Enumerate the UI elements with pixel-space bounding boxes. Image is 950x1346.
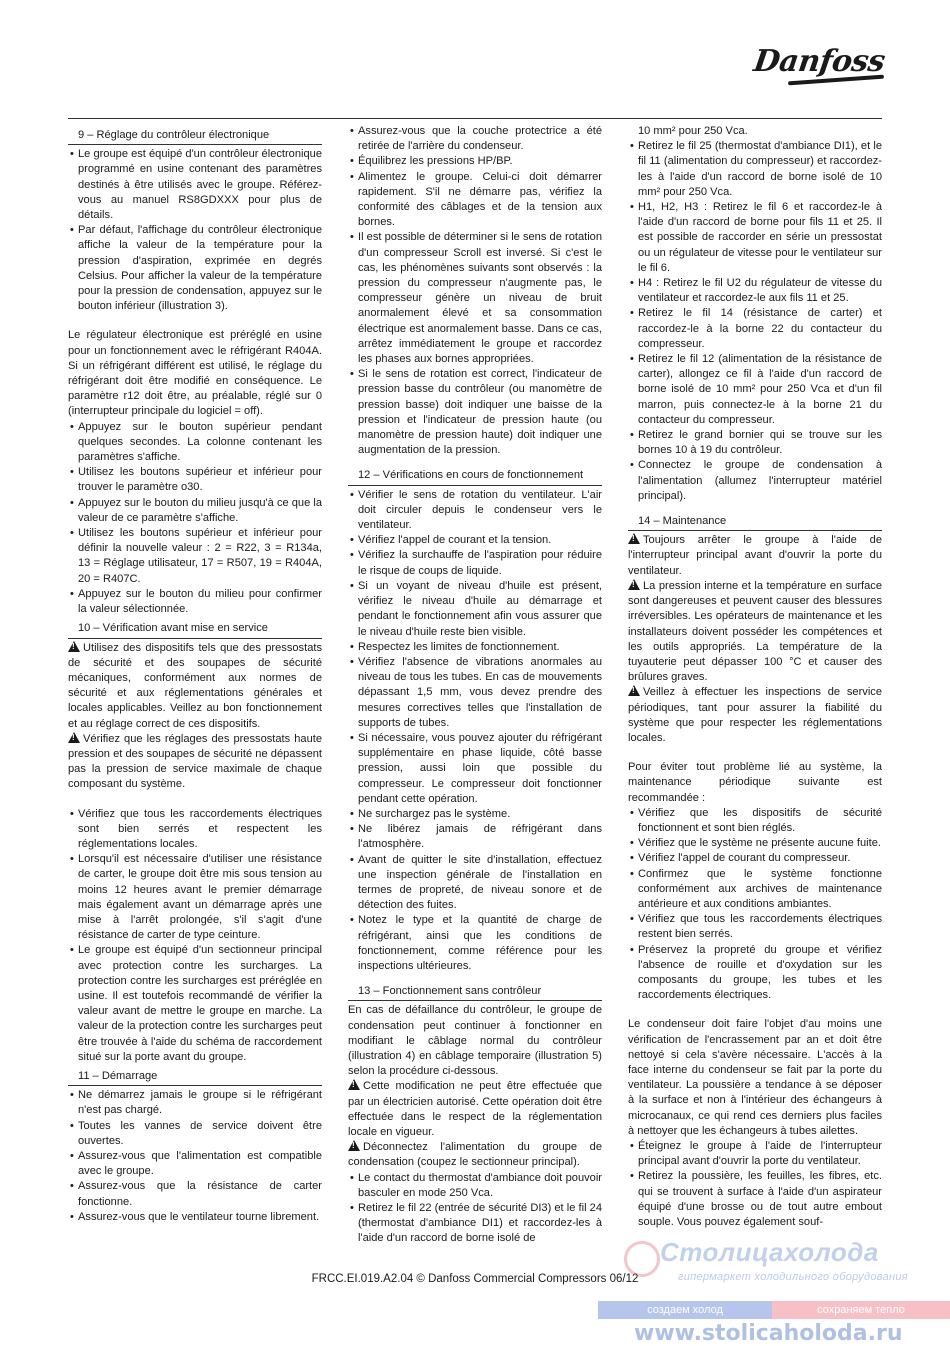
- watermark: [598, 1235, 950, 1344]
- list-item: • H1, H2, H3 : Retirez le fil 6 et raccordez-le à l'aide d'un raccord de borne pour fils 11 et 25. Il est possible de raccorder en série un pressostat ou un régulateur de vitesse pour le ventilateur sur le fil 6.: [628, 200, 882, 276]
- section-14-list-2: [628, 1139, 882, 1230]
- list-item: • Assurez-vous que le ventilateur tourne librement.: [68, 1210, 322, 1225]
- list-item: • Équilibrez les pressions HP/BP.: [348, 154, 602, 169]
- list-item: • Alimentez le groupe. Celui-ci doit démarrer rapidement. S'il ne démarre pas, vérifiez la conformité des câblages et de la tension aux bornes.: [348, 170, 602, 231]
- watermark-logo-icon: [624, 1241, 660, 1277]
- watermark-url: www.stolicaholoda.ru: [634, 1321, 903, 1346]
- list-item: • Préservez la propreté du groupe et vérifiez l'absence de rouille et d'oxydation sur les composants du groupe, les tubes et les raccordements électriques.: [628, 943, 882, 1004]
- page-footer: FRCC.EI.019.A2.04 © Danfoss Commercial Compressors 06/12: [311, 1273, 639, 1285]
- warning-paragraph: [68, 641, 322, 732]
- warning-icon: [628, 685, 640, 696]
- list-item: • Retirez le grand bornier qui se trouve sur les bornes 10 à 19 du contrôleur.: [628, 428, 882, 458]
- list-item: • Éteignez le groupe à l'aide de l'interrupteur principal avant d'ouvrir la porte du ventilateur.: [628, 1139, 882, 1169]
- list-item: • Ne libérez jamais de réfrigérant dans l'atmosphère.: [348, 822, 602, 852]
- watermark-title: Столицахолода: [660, 1237, 879, 1267]
- list-item: • Le contact du thermostat d'ambiance doit pouvoir basculer en mode 250 Vca.: [348, 1171, 602, 1201]
- section-13-title: 13 – Fonctionnement sans contrôleur: [348, 980, 602, 1001]
- watermark-band-left: создаем холод: [598, 1301, 772, 1319]
- warning-icon: [628, 533, 640, 544]
- list-item: • Connectez le groupe de condensation à l'alimentation (allumez l'interrupteur matériel principal).: [628, 458, 882, 504]
- watermark-band-right: сохраняем тепло: [772, 1301, 950, 1319]
- warning-paragraph: [628, 685, 882, 746]
- section-12-title: 12 – Vérifications en cours de fonctionnement: [348, 464, 602, 485]
- list-item: • Si nécessaire, vous pouvez ajouter du réfrigérant supplémentaire en phase liquide, côté basse pression, aussi loin que possible du compresseur. Le compresseur doit fonctionner pendant cette opération.: [348, 731, 602, 807]
- list-item: • Retirez le fil 12 (alimentation de la résistance de carter), allongez ce fil à l'aide d'un raccord de borne isolé de 10 mm² pour 250 Vca et d'un fil marron, puis connectez-le à la borne 21 du contacteur du compresseur.: [628, 352, 882, 428]
- list-item: • Utilisez les boutons supérieur et inférieur pour trouver le paramètre o30.: [68, 465, 322, 495]
- warning-paragraph: [348, 1140, 602, 1170]
- list-item: • Retirez le fil 14 (résistance de carter) et raccordez-le à la borne 22 du contacteur du compresseur.: [628, 306, 882, 352]
- list-item: • Assurez-vous que la résistance de carter fonctionne.: [68, 1179, 322, 1209]
- warning-paragraph: [348, 1079, 602, 1140]
- list-item: • Si le sens de rotation est correct, l'indicateur de pression basse du contrôleur (ou manomètre de pression basse) doit indiquer une baisse de la pression et l'indicateur de pression haute (ou manomètre de pression haute) doit indiquer une augmentation de la pression.: [348, 367, 602, 458]
- list-item: • Ne surchargez pas le système.: [348, 807, 602, 822]
- list-item: • Le groupe est équipé d'un contrôleur électronique programmé en usine contenant des paramètres destinés à être utilisés avec le groupe. Référez-vous au manuel RS8GDXXX pour plus de détails.: [68, 147, 322, 223]
- warning-icon: [68, 732, 80, 743]
- warning-icon: [68, 641, 80, 652]
- section-13-paragraph: En cas de défaillance du contrôleur, le groupe de condensation peut continuer à fonctionner en modifiant le câblage normal du contrôleur (illustration 4) en câblage temporaire (illustration 5) selon la procédure ci-dessous.: [348, 1004, 602, 1078]
- list-item: • Assurez-vous que l'alimentation est compatible avec le groupe.: [68, 1149, 322, 1179]
- column-1: [68, 124, 322, 1225]
- warning-paragraph: [628, 533, 882, 579]
- column-3: [628, 124, 882, 1230]
- section-10-title: 10 – Vérification avant mise en service: [68, 617, 322, 638]
- list-item: • Lorsqu'il est nécessaire d'utiliser une résistance de carter, le groupe doit être mis sous tension au moins 12 heures avant le premier démarrage mais également avant un démarrage après une mise à l'arrêt prolongée, s'il s'agit d'une résistance de carter de type ceinture.: [68, 852, 322, 943]
- section-11-list-cont: [348, 124, 602, 458]
- header-rule: [68, 118, 882, 119]
- list-item: • Retirez le fil 22 (entrée de sécurité DI3) et le fil 24 (thermostat d'ambiance DI1) et raccordez-les à l'aide d'un raccord de borne isolé de: [348, 1201, 602, 1247]
- warning-text: Veillez à effectuer les inspections de service périodiques, tant pour assurer la fiabilité du système que pour respecter les réglementations locales.: [628, 686, 882, 744]
- list-item: • Retirez le fil 25 (thermostat d'ambiance DI1), et le fil 11 (alimentation du compresseur) et raccordez-les à l'aide d'un raccord de borne isolé de 10 mm² pour 250 Vca.: [628, 139, 882, 200]
- warning-icon: [348, 1140, 360, 1151]
- warning-icon: [348, 1079, 360, 1090]
- list-item: • Vérifiez que le système ne présente aucune fuite.: [628, 836, 882, 851]
- section-9-title: 9 – Réglage du contrôleur électronique: [68, 124, 322, 145]
- list-item: • Assurez-vous que la couche protectrice a été retirée de l'arrière du condenseur.: [348, 124, 602, 154]
- section-13-list-cont: [628, 139, 882, 504]
- list-item: • Avant de quitter le site d'installation, effectuez une inspection générale de l'installation en termes de propreté, de niveau sonore et de détection des fuites.: [348, 853, 602, 914]
- list-item: • Confirmez que le système fonctionne conformément aux archives de maintenance antérieure et aux conditions ambiantes.: [628, 867, 882, 913]
- section-14-title: 14 – Maintenance: [628, 510, 882, 531]
- warning-text: Cette modification ne peut être effectuée que par un électricien autorisé. Cette opération doit être effectuée dans le respect de la réglementation locale en vigueur.: [348, 1080, 602, 1138]
- list-item: • Par défaut, l'affichage du contrôleur électronique affiche la valeur de la température pour la pression d'aspiration, exprimée en degrés Celsius. Pour afficher la valeur de la température pour la pression de condensation, appuyez sur le bouton inférieur (illustration 3).: [68, 223, 322, 314]
- list-item: • Respectez les limites de fonctionnement.: [348, 640, 602, 655]
- section-14-paragraph-2: Le condenseur doit faire l'objet d'au moins une vérification de l'encrassement par an et doit être nettoyé si cela s'avère nécessaire. L'accès à la face interne du condenseur se fait par la porte du ventilateur. La poussière a tendance à se déposer à la surface et non à l'intérieur des échangeurs à microcanaux, ce qui rend ces derniers plus faciles à nettoyer que les échangeurs à tubes ailettes.: [628, 1018, 882, 1137]
- list-item: • Vérifier le sens de rotation du ventilateur. L'air doit circuler depuis le condenseur vers le ventilateur.: [348, 488, 602, 534]
- list-item: • Si un voyant de niveau d'huile est présent, vérifiez le niveau d'huile au démarrage et pendant le fonctionnement afin vous assurer que le niveau d'huile reste bien visible.: [348, 579, 602, 640]
- warning-text: Déconnectez l'alimentation du groupe de condensation (coupez le sectionneur principal).: [348, 1141, 602, 1169]
- danfoss-logo: Danfoss: [751, 44, 887, 79]
- warning-paragraph: [68, 732, 322, 793]
- section-13-continuation: 10 mm² pour 250 Vca.: [638, 125, 748, 137]
- warning-text: Toujours arrêter le groupe à l'aide de l'interrupteur principal avant d'ouvrir la porte du ventilateur.: [628, 534, 882, 577]
- section-9-list: [68, 147, 322, 314]
- list-item: • Vérifiez la surchauffe de l'aspiration pour réduire le risque de coups de liquide.: [348, 548, 602, 578]
- list-item: • Vérifiez que tous les raccordements électriques restent bien serrés.: [628, 912, 882, 942]
- watermark-subtitle: гипермаркет холодильного оборудования: [678, 1271, 908, 1283]
- warning-paragraph: [628, 579, 882, 685]
- section-14-paragraph: Pour éviter tout problème lié au système, la maintenance périodique suivante est recommandée :: [628, 761, 882, 804]
- warning-text: La pression interne et la température en surface sont dangereuses et peuvent causer des blessures irréversibles. Les opérateurs de maintenance et les installateurs doivent posséder les compétences et les outils appropriés. La température de la tuyauterie peut dépasser 100 °C et causer des brûlures graves.: [628, 579, 882, 684]
- list-item: • Vérifiez l'appel de courant et la tension.: [348, 533, 602, 548]
- section-12-list: [348, 488, 602, 975]
- list-item: • Toutes les vannes de service doivent être ouvertes.: [68, 1119, 322, 1149]
- warning-icon: [628, 579, 640, 590]
- warning-text: Vérifiez que les réglages des pressostats haute pression et des soupapes de sécurité ne dépassent pas la pression de service maximale de chaque composant du système.: [68, 732, 322, 791]
- list-item: • Vérifiez que tous les raccordements électriques sont bien serrés et respectent les réglementations locales.: [68, 807, 322, 853]
- column-2: [348, 124, 602, 1247]
- list-item: • Le groupe est équipé d'un sectionneur principal avec protection contre les surcharges. La protection contre les surcharges est préréglée en usine. Il est toutefois recommandé de vérifier la valeur avant de mettre le groupe en marche. La valeur de la protection contre les surcharges peut être trouvée à l'aide du schéma de raccordement situé sur la porte avant du groupe.: [68, 943, 322, 1065]
- warning-text: Utilisez des dispositifs tels que des pressostats de sécurité et des soupapes de sécurité mécaniques, conformément aux normes de sécurité et aux réglementations générales et locales applicables. Veillez au bon fonctionnement et au réglage correct de ces dispositifs.: [68, 641, 322, 730]
- list-item: • H4 : Retirez le fil U2 du régulateur de vitesse du ventilateur et raccordez-le aux fils 11 et 25.: [628, 276, 882, 306]
- list-item: • Vérifiez l'appel de courant du compresseur.: [628, 851, 882, 866]
- list-item: • Appuyez sur le bouton du milieu jusqu'à ce que la valeur de ce paramètre s'affiche.: [68, 496, 322, 526]
- section-10-list: [68, 807, 322, 1065]
- list-item: • Appuyez sur le bouton supérieur pendant quelques secondes. La colonne contenant les paramètres s'affiche.: [68, 420, 322, 466]
- list-item: • Appuyez sur le bouton du milieu pour confirmer la valeur sélectionnée.: [68, 587, 322, 617]
- list-item: • Vérifiez que les dispositifs de sécurité fonctionnent et sont bien réglés.: [628, 806, 882, 836]
- section-11-list: [68, 1088, 322, 1225]
- section-14-list: [628, 806, 882, 1004]
- section-11-title: 11 – Démarrage: [68, 1065, 322, 1086]
- list-item: • Utilisez les boutons supérieur et inférieur pour définir la nouvelle valeur : 2 = R22, 3 = R134a, 13 = Réglage utilisateur, 17 = R507, 19 = R404A, 20 = R407C.: [68, 526, 322, 587]
- list-item: • Notez le type et la quantité de charge de réfrigérant, ainsi que les conditions de fonctionnement, comme référence pour les inspections ultérieures.: [348, 913, 602, 974]
- list-item: • Retirez la poussière, les feuilles, les fibres, etc. qui se trouvent à surface à l'aide d'un aspirateur équipé d'une brosse ou de tout autre embout souple. Vous pouvez également souf-: [628, 1169, 882, 1230]
- section-9-steps: [68, 420, 322, 618]
- list-item: • Il est possible de déterminer si le sens de rotation d'un compresseur Scroll est inversé. Si c'est le cas, les phénomènes suivants sont observés : la pression du compresseur n'augmente pas, le compresseur génère un niveau de bruit anormalement élevé et sa consommation électrique est anormalement basse. Dans ce cas, arrêtez immédiatement le groupe et raccordez les phases aux bornes appropriées.: [348, 230, 602, 367]
- list-item: • Vérifiez l'absence de vibrations anormales au niveau de tous les tubes. En cas de mouvements dépassant 1,5 mm, vous devez prendre des mesures correctives telles que l'installation de supports de tubes.: [348, 655, 602, 731]
- section-9-paragraph: Le régulateur électronique est préréglé en usine pour un fonctionnement avec le réfrigérant R404A. Si un réfrigérant différent est utilisé, le réglage du réfrigérant doit être modifié en conséquence. Le paramètre r12 doit être, au préalable, réglé sur 0 (interrupteur principale du logiciel = off).: [68, 329, 322, 418]
- section-13-list: [348, 1171, 602, 1247]
- list-item: • Ne démarrez jamais le groupe si le réfrigérant n'est pas chargé.: [68, 1088, 322, 1118]
